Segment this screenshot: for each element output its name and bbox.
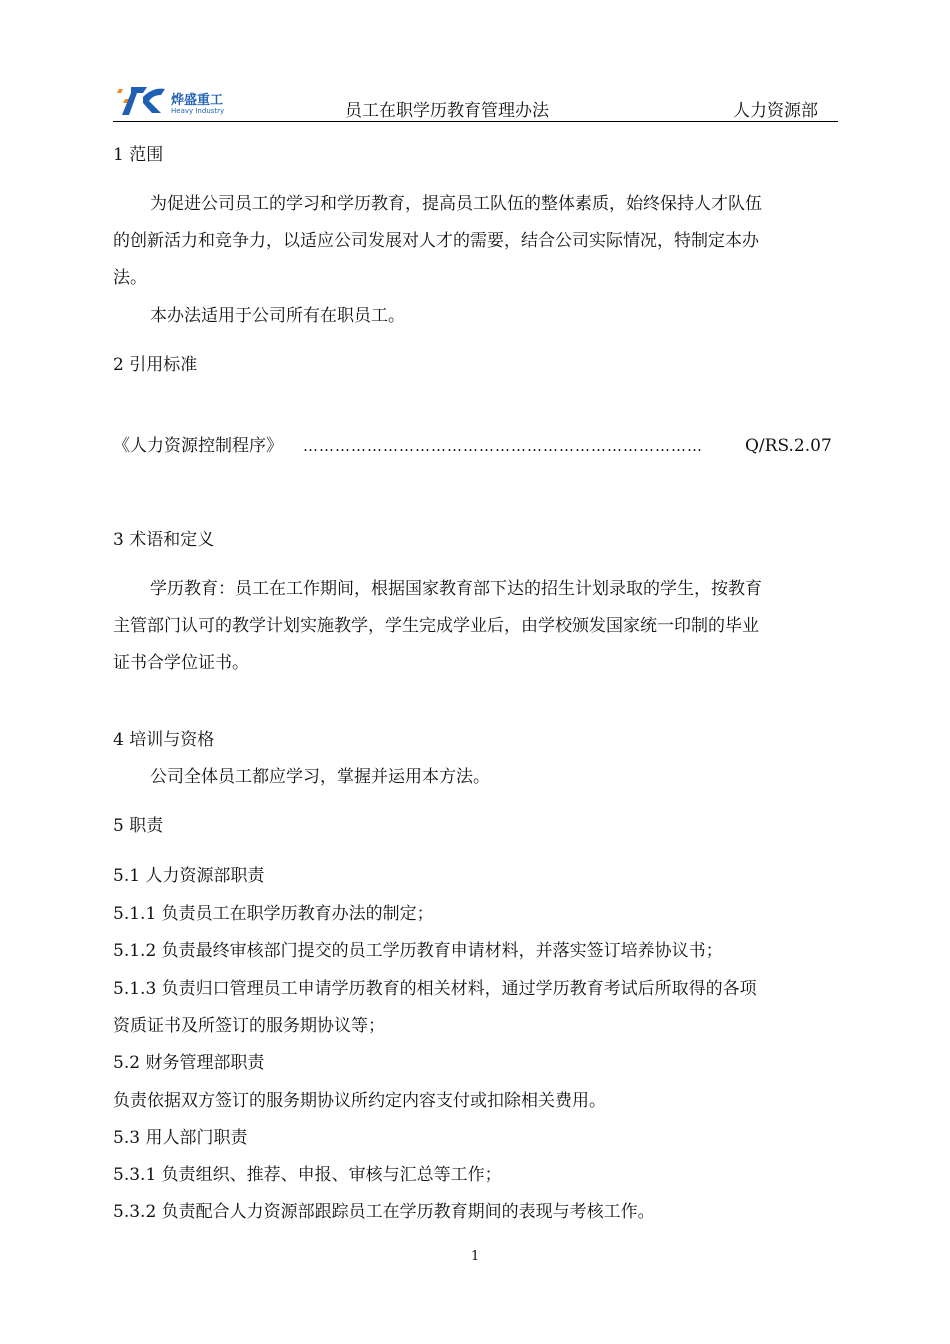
section-1-heading: 1 范围 (113, 145, 164, 165)
section-3-paragraph-line: 主管部门认可的教学计划实施教学，学生完成学业后，由学校颁发国家统一印制的毕业 (113, 616, 759, 636)
item-5-3-2: 5.3.2 负责配合人力资源部跟踪员工在学历教育期间的表现与考核工作。 (113, 1202, 655, 1222)
item-5-1-3-continued: 资质证书及所签订的服务期协议等； (113, 1016, 385, 1036)
header-department: 人力资源部 (733, 101, 818, 121)
reference-title: 《人力资源控制程序》 (113, 436, 283, 456)
section-4-text: 公司全体员工都应学习，掌握并运用本方法。 (150, 767, 490, 787)
reference-leader-dots: ………………………………………………………………… (303, 437, 703, 455)
reference-code: Q/RS.2.07 (745, 436, 832, 456)
item-5-1-1: 5.1.1 负责员工在职学历教育办法的制定； (113, 904, 434, 924)
subsection-5-2: 5.2 财务管理部职责 (113, 1053, 265, 1073)
section-3-paragraph-line: 学历教育：员工在工作期间，根据国家教育部下达的招生计划录取的学生，按教育 (150, 579, 762, 599)
company-logo (113, 79, 243, 119)
item-5-2-text: 负责依据双方签订的服务期协议所约定内容支付或扣除相关费用。 (113, 1091, 606, 1111)
logo-mark-icon (113, 79, 243, 119)
item-5-1-2: 5.1.2 负责最终审核部门提交的员工学历教育申请材料，并落实签订培养协议书； (113, 941, 723, 961)
header-title: 员工在职学历教育管理办法 (345, 101, 549, 121)
item-5-1-3: 5.1.3 负责归口管理员工申请学历教育的相关材料，通过学历教育考试后所取得的各项 (113, 979, 757, 999)
section-1-paragraph-line: 法。 (113, 268, 147, 288)
section-1-paragraph-line: 的创新活力和竞争力，以适应公司发展对人才的需要，结合公司实际情况，特制定本办 (113, 231, 759, 251)
section-3-paragraph-line: 证书合学位证书。 (113, 653, 249, 673)
section-1-paragraph-line: 为促进公司员工的学习和学历教育，提高员工队伍的整体素质，始终保持人才队伍 (150, 194, 762, 214)
page-number: 1 (471, 1249, 480, 1264)
section-1-scope-text: 本办法适用于公司所有在职员工。 (150, 306, 405, 326)
header-divider (113, 121, 838, 122)
section-2-heading: 2 引用标准 (113, 355, 198, 375)
item-5-3-1: 5.3.1 负责组织、推荐、申报、审核与汇总等工作； (113, 1165, 502, 1185)
logo-subtext: Heavy Industry (171, 107, 225, 115)
subsection-5-1: 5.1 人力资源部职责 (113, 866, 265, 886)
section-5-heading: 5 职责 (113, 816, 164, 836)
section-3-heading: 3 术语和定义 (113, 530, 215, 550)
logo-text: 烨盛重工 (171, 93, 224, 108)
subsection-5-3: 5.3 用人部门职责 (113, 1128, 248, 1148)
section-4-heading: 4 培训与资格 (113, 730, 215, 750)
